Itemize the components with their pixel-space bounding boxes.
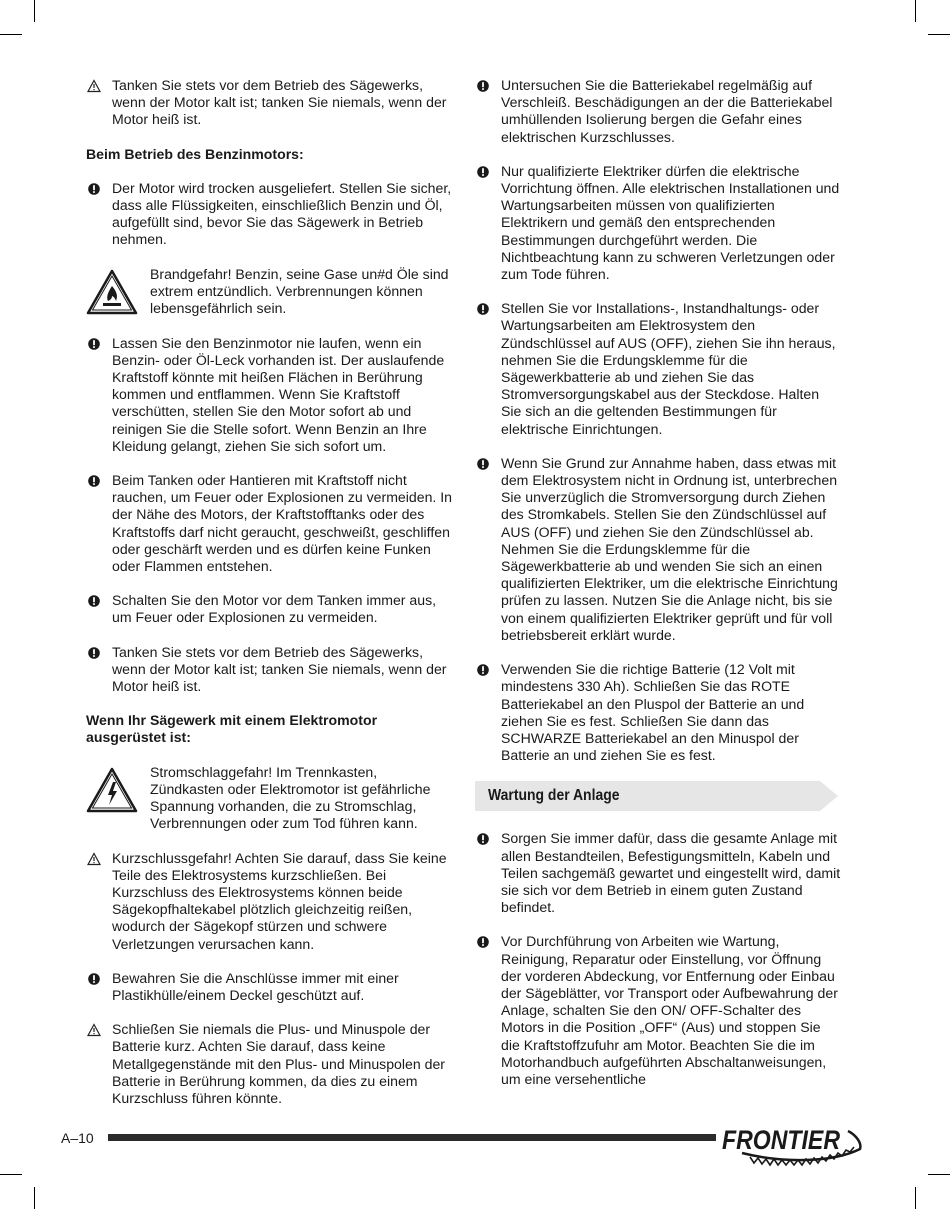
item-text: Nur qualifizierte Elektriker dürfen die elektrische Vorrichtung öffnen. Alle elektrischen Installationen und Wartungsarbeiten müssen von qualifizierten Elektrikern und gemäß den entsprechenden Bestimmungen durchgeführt werden. Die Nichtbeachtung kann zu schweren Verletzungen oder zum Tode führen.	[501, 162, 840, 283]
list-item	[475, 77, 841, 146]
fire-hazard-icon	[86, 268, 138, 316]
crop-mark	[34, 0, 35, 22]
exclamation-circle-icon	[87, 182, 101, 196]
exclamation-circle-icon	[476, 457, 490, 471]
shock-warning-box	[86, 764, 452, 833]
warning-triangle-icon	[87, 852, 101, 866]
section-heading: Beim Betrieb des Benzinmotors:	[86, 145, 304, 162]
warning-triangle-icon	[87, 79, 101, 93]
list-item	[86, 850, 452, 953]
crop-mark	[0, 1174, 22, 1175]
list-item	[86, 335, 452, 455]
exclamation-circle-icon	[476, 832, 490, 846]
exclamation-circle-icon	[476, 935, 490, 949]
right-column	[475, 77, 841, 1105]
exclamation-circle-icon	[87, 646, 101, 660]
item-text: Verwenden Sie die richtige Batterie (12 Volt mit mindestens 330 Ah). Schließen Sie das ROTE Batteriekabel an den Pluspol der Batterie an und ziehen Sie es fest. Schließen Sie dann das SCHWARZE Batteriekabel an den Minuspol der Batterie an und ziehen Sie es fest.	[501, 661, 805, 764]
crop-mark	[0, 34, 22, 35]
exclamation-circle-icon	[87, 594, 101, 608]
section-title: Wartung der Anlage	[488, 787, 620, 805]
item-text: Sorgen Sie immer dafür, dass die gesamte Anlage mit allen Bestandteilen, Befestigungsmitteln, Kabeln und Teilen sachgemäß gewartet und eingestellt wird, damit sie sich vor dem Betrieb in einem guten Zustand befindet.	[501, 830, 841, 916]
exclamation-circle-icon	[87, 972, 101, 986]
item-text: Schalten Sie den Motor vor dem Tanken immer aus, um Feuer oder Explosionen zu vermeiden.	[112, 592, 437, 626]
list-item	[86, 180, 452, 249]
exclamation-circle-icon	[476, 663, 490, 677]
item-text: Beim Tanken oder Hantieren mit Kraftstoff nicht rauchen, um Feuer oder Explosionen zu vermeiden. In der Nähe des Motors, der Kraftstofftanks oder des Kraftstoffs darf nicht geraucht, geschweißt, geschliffen oder geschärft werden und es dürfen keine Funken oder Flammen entstehen.	[112, 472, 453, 575]
frontier-logo	[722, 1119, 867, 1167]
item-text: Untersuchen Sie die Batteriekabel regelmäßig auf Verschleiß. Beschädigungen an der die Batteriekabel umhüllenden Isolierung bergen die Gefahr eines elektrischen Kurzschlusses.	[501, 77, 833, 145]
electric-shock-hazard-icon	[86, 766, 138, 814]
item-text: Schließen Sie niemals die Plus- und Minuspole der Batterie kurz. Achten Sie darauf, dass keine Metallgegenstände mit den Plus- und Minuspolen der Batterie in Berührung kommen, da dies zu einem Kurzschluss führen könnte.	[112, 1021, 445, 1106]
svg-text:FRONTIER: FRONTIER	[722, 1125, 841, 1155]
crop-mark	[915, 0, 916, 22]
item-text: Tanken Sie stets vor dem Betrieb des Sägewerks, wenn der Motor kalt ist; tanken Sie niemals, wenn der Motor heiß ist.	[112, 643, 447, 695]
footer-rule	[108, 1134, 716, 1141]
item-text: Lassen Sie den Benzinmotor nie laufen, wenn ein Benzin- oder Öl-Leck vorhanden ist. Der auslaufende Kraftstoff könnte mit heißen Flächen in Berührung kommen und entflammen. Wenn Sie Kraftstoff verschütten, stellen Sie den Motor sofort ab und reinigen Sie die Stelle sofort. Wenn Benzin an Ihre Kleidung gelangt, ziehen Sie sich sofort um.	[112, 334, 445, 454]
item-text: Vor Durchführung von Arbeiten wie Wartung, Reinigung, Reparatur oder Einstellung, vor Öffnung der vorderen Abdeckung, vor Entfernung oder Einbau der Sägeblätter, vor Transport oder Aufbewahrung der Anlage, schalten Sie den ON/ OFF-Schalter des Motors in die Position „OFF“ (Aus) und stoppen Sie die Kraftstoffzufuhr am Motor. Beachten Sie die im Motorhandbuch aufgeführten Abschaltanweisungen, um eine versehentliche	[501, 933, 838, 1087]
list-item	[86, 970, 452, 1004]
fire-warning-box	[86, 266, 452, 318]
item-text: Der Motor wird trocken ausgeliefert. Stellen Sie sicher, dass alle Flüssigkeiten, einschließlich Benzin und Öl, aufgefüllt sind, bevor Sie das Sägewerk in Betrieb nehmen.	[112, 179, 452, 248]
exclamation-circle-icon	[476, 165, 490, 179]
warning-triangle-icon	[87, 1023, 101, 1037]
section-heading: Wenn Ihr Sägewerk mit einem Elektromotor ausgerüstet ist:	[86, 712, 378, 746]
left-column	[86, 77, 452, 1124]
list-item	[86, 1021, 452, 1107]
list-item	[475, 163, 841, 283]
item-text: Wenn Sie Grund zur Annahme haben, dass etwas mit dem Elektrosystem nicht in Ordnung ist, unterbrechen Sie unverzüglich die Stromversorgung durch Ziehen des Stromkabels. Stellen Sie den Zündschlüssel auf AUS (OFF) und ziehen Sie den Zündschlüssel ab. Nehmen Sie die Erdungsklemme für die Sägewerkbatterie ab und wenden Sie sich an einen qualifizierten Elektriker, um die elektrische Einrichtung prüfen zu lassen. Nutzen Sie die Anlage nicht, bis sie von einem qualifizierten Elektriker geprüft und für voll betriebsbereit erklärt wurde.	[501, 454, 838, 643]
list-item	[475, 455, 841, 644]
crop-mark	[915, 1187, 916, 1209]
item-text: Tanken Sie stets vor dem Betrieb des Sägewerks, wenn der Motor kalt ist; tanken Sie niemals, wenn der Motor heiß ist.	[112, 77, 447, 128]
item-text: Bewahren Sie die Anschlüsse immer mit einer Plastikhülle/einem Deckel geschützt auf.	[112, 969, 399, 1003]
crop-mark	[928, 1174, 950, 1175]
item-text: Stellen Sie vor Installations-, Instandhaltungs- oder Wartungsarbeiten am Elektrosystem den Zündschlüssel auf AUS (OFF), ziehen Sie ihn heraus, nehmen Sie die Erdungsklemme für die Sägewerkbatterie ab und ziehen Sie das Stromversorgungskabel aus der Steckdose. Halten Sie sich an die geltenden Bestimmungen für elektrische Einrichtungen.	[501, 300, 836, 437]
list-item	[86, 644, 452, 696]
list-item	[86, 472, 452, 575]
exclamation-circle-icon	[476, 302, 490, 316]
list-item	[475, 661, 841, 764]
item-text: Kurzschlussgefahr! Achten Sie darauf, dass Sie keine Teile des Elektrosystems kurzschließen. Bei Kurzschluss des Elektrosystems können beide Sägekopfhaltekabel plötzlich gleichzeitig reißen, wodurch der Sägekopf stürzen und schwere Verletzungen verursachen kann.	[112, 849, 447, 952]
page-number: A–10	[61, 1130, 94, 1146]
exclamation-circle-icon	[87, 337, 101, 351]
list-item	[475, 933, 841, 1088]
shock-warning-text: Stromschlaggefahr! Im Trennkasten, Zündkasten oder Elektromotor ist gefährliche Spannung vorhanden, die zu Stromschlag, Verbrennungen oder zum Tod führen kann.	[150, 763, 431, 832]
list-item	[475, 300, 841, 438]
crop-mark	[34, 1187, 35, 1209]
exclamation-circle-icon	[476, 79, 490, 93]
fire-warning-text: Brandgefahr! Benzin, seine Gase un#d Öle sind extrem entzündlich. Verbrennungen können lebensgefährlich sein.	[150, 265, 449, 317]
exclamation-circle-icon	[87, 474, 101, 488]
list-item	[475, 830, 841, 916]
section-title-bar	[475, 781, 841, 811]
list-item	[86, 77, 452, 129]
list-item	[86, 592, 452, 626]
crop-mark	[928, 34, 950, 35]
